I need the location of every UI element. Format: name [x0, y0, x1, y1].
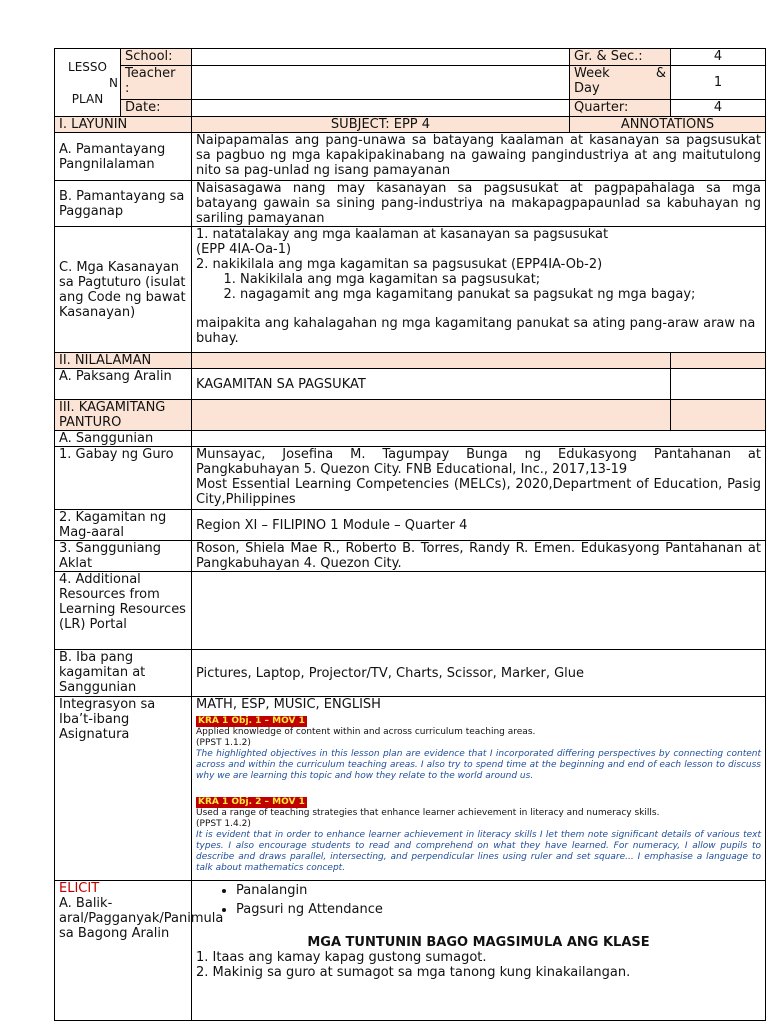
annotations-heading: ANNOTATIONS	[570, 117, 766, 133]
sangguniang-aklat-text: Roson, Shiela Mae R., Roberto B. Torres, Randy R. Emen. Edukasyong Pantahanan at Pangkabuhayan 4. Quezon City.	[192, 541, 766, 572]
kra-badge: KRA 1 Obj. 2 – MOV 1	[198, 797, 305, 807]
kra1-note: The highlighted objectives in this lesson plan are evidence that I incorporated differing perspectives by connecting content across and within the curriculum teaching areas. I also try to spend time at the beginning and end of each lesson to discuss why we are learning this topic and how they relate to the world around us.	[196, 749, 761, 781]
lr-portal-field	[192, 572, 766, 650]
kra1-ppst: (PPST 1.1.2)	[196, 738, 251, 748]
pamantayang-pangnilalaman-text: Naipapamalas ang pang-unawa sa batayang kaalaman at kasanayan sa pagsusukat sa pagbuo ng mga kapakipakinabang na gawaing pangindustriya at ang maitutulong nito sa pag-unlad ng isang pamayanan	[192, 133, 766, 181]
lesson-plan-label: LESSO N PLAN	[55, 49, 121, 117]
tuntunin-rule: 2. Makinig sa guro at sumagot sa mga tanong kung kinakailangan.	[196, 965, 631, 980]
school-field[interactable]	[192, 49, 570, 66]
kagamitan-annotation	[671, 400, 766, 431]
kasanayan-sub-list	[196, 272, 761, 302]
lesson-plan-table	[54, 48, 766, 1021]
lr-portal-label: 4. Additional Resources from Learning Resources (LR) Portal	[55, 572, 192, 650]
paksang-aralin-text: KAGAMITAN SA PAGSUKAT	[192, 369, 671, 400]
pamantayang-pagganap-text: Naisasagawa nang may kasanayan sa pagsusukat at pagpapahalaga sa mga batayang gawain sa sining pang-industriya na makapagpapaunlad sa kabuhayan ng sariling pamayanan	[192, 181, 766, 227]
week-value[interactable]: 1	[671, 66, 766, 100]
kasanayan-line-1: 1. natatalakay ang mga kaalaman at kasanayan sa pagsusukat	[196, 227, 609, 242]
nilalaman-annotation	[671, 353, 766, 369]
paksang-aralin-label: A. Paksang Aralin	[55, 369, 192, 400]
nilalaman-heading-fill	[192, 353, 671, 369]
pamantayang-pagganap-label: B. Pamantayang sa Pagganap	[55, 181, 192, 227]
kasanayan-text	[192, 227, 766, 353]
kasanayan-sub-item: 2. nagagamit ang mga kagamitang panukat sa pagsukat ng mga bagay;	[240, 287, 761, 302]
paksang-aralin-annotation	[671, 369, 766, 400]
elicit-bullet: • Pagsuri ng Attendance	[236, 900, 761, 919]
nilalaman-heading: II. NILALAMAN	[55, 353, 192, 369]
elicit-label: ELICIT	[59, 881, 100, 896]
kra2-text: Used a range of teaching strategies that enhance learner achievement in literacy and numeracy skills.	[196, 808, 660, 818]
gabay-ng-guro-label: 1. Gabay ng Guro	[55, 447, 192, 510]
layunin-heading: I. LAYUNIN	[55, 117, 192, 133]
pamantayang-pangnilalaman-label: A. Pamantayang Pangnilalaman	[55, 133, 192, 181]
subject-label: SUBJECT: EPP 4	[192, 117, 570, 133]
week-day-label: Week & Day	[570, 66, 671, 100]
kagamitan-mag-aaral-text: Region XI – FILIPINO 1 Module – Quarter 4	[192, 510, 766, 541]
elicit-bullet: • Panalangin	[236, 881, 761, 900]
integrasyon-label: Integrasyon sa Iba’t-ibang Asignatura	[55, 697, 192, 881]
kasanayan-line-2: (EPP 4IA-Oa-1)	[196, 242, 292, 257]
sanggunian-field	[192, 431, 766, 447]
balik-aral-label: A. Balik-aral/Pagganyak/Panimula sa Bagong Aralin	[59, 896, 224, 941]
grade-label: Gr. & Sec.:	[570, 49, 671, 66]
kra2-ppst: (PPST 1.4.2)	[196, 819, 251, 829]
gabay-reference-1: Munsayac, Josefina M. Tagumpay Bunga ng Edukasyong Pantahanan at Pangkabuhayan 5. Quezon City. FNB Educational, Inc., 2017,13-19	[196, 447, 761, 477]
kasanayan-label: C. Mga Kasanayan sa Pagtuturo (isulat ang Code ng bawat Kasanayan)	[55, 227, 192, 353]
iba-pang-kagamitan-text: Pictures, Laptop, Projector/TV, Charts, Scissor, Marker, Glue	[192, 650, 766, 697]
kra1-text: Applied knowledge of content within and across curriculum teaching areas.	[196, 727, 536, 737]
kagamitan-heading-fill	[192, 400, 671, 431]
sangguniang-aklat-label: 3. Sangguniang Aklat	[55, 541, 192, 572]
elicit-bullet-list	[196, 881, 761, 919]
quarter-label: Quarter:	[570, 100, 671, 117]
kagamitan-heading: III. KAGAMITANG PANTURO	[55, 400, 192, 431]
elicit-content	[192, 881, 766, 1021]
gabay-reference-2: Most Essential Learning Competencies (MELCs), 2020,Department of Education, Pasig City,Philippines	[196, 477, 761, 507]
elicit-label-cell	[55, 881, 224, 1021]
tuntunin-rule: 1. Itaas ang kamay kapag gustong sumagot.	[196, 950, 487, 965]
iba-pang-kagamitan-label: B. Iba pang kagamitan at Sanggunian	[55, 650, 192, 697]
gabay-ng-guro-text	[192, 447, 766, 510]
quarter-value[interactable]: 4	[671, 100, 766, 117]
integrasyon-subjects: MATH, ESP, MUSIC, ENGLISH	[196, 697, 381, 712]
kagamitan-mag-aaral-label: 2. Kagamitan ng Mag-aaral	[55, 510, 192, 541]
teacher-field[interactable]	[192, 66, 570, 100]
grade-value[interactable]: 4	[671, 49, 766, 66]
kra2-note: It is evident that in order to enhance learner achievement in literacy skills I let them note significant details of various text types. I also encourage students to read and comprehend on what they have learned. For numeracy, I allow pupils to describe and draws parallel, intersecting, and perpendicular lines using ruler and set square... I emphasise a language to talk about mathematics concept.	[196, 830, 761, 873]
school-label: School:	[121, 49, 192, 66]
sanggunian-label: A. Sanggunian	[55, 431, 192, 447]
teacher-label: Teacher :	[121, 66, 192, 100]
kasanayan-sub-item: 1. Nakikilala ang mga kagamitan sa pagsusukat;	[240, 272, 761, 287]
kasanayan-line-4: maipakita ang kahalagahan ng mga kagamitang panukat sa ating pang-araw araw na buhay.	[196, 316, 756, 346]
integrasyon-content	[192, 697, 766, 881]
lesson-plan-document	[54, 48, 765, 1021]
kasanayan-line-3: 2. nakikilala ang mga kagamitan sa pagsusukat (EPP4IA-Ob-2)	[196, 257, 603, 272]
date-field[interactable]	[192, 100, 570, 117]
date-label: Date:	[121, 100, 192, 117]
tuntunin-title: MGA TUNTUNIN BAGO MAGSIMULA ANG KLASE	[307, 935, 650, 950]
kra-badge: KRA 1 Obj. 1 – MOV 1	[198, 716, 305, 726]
